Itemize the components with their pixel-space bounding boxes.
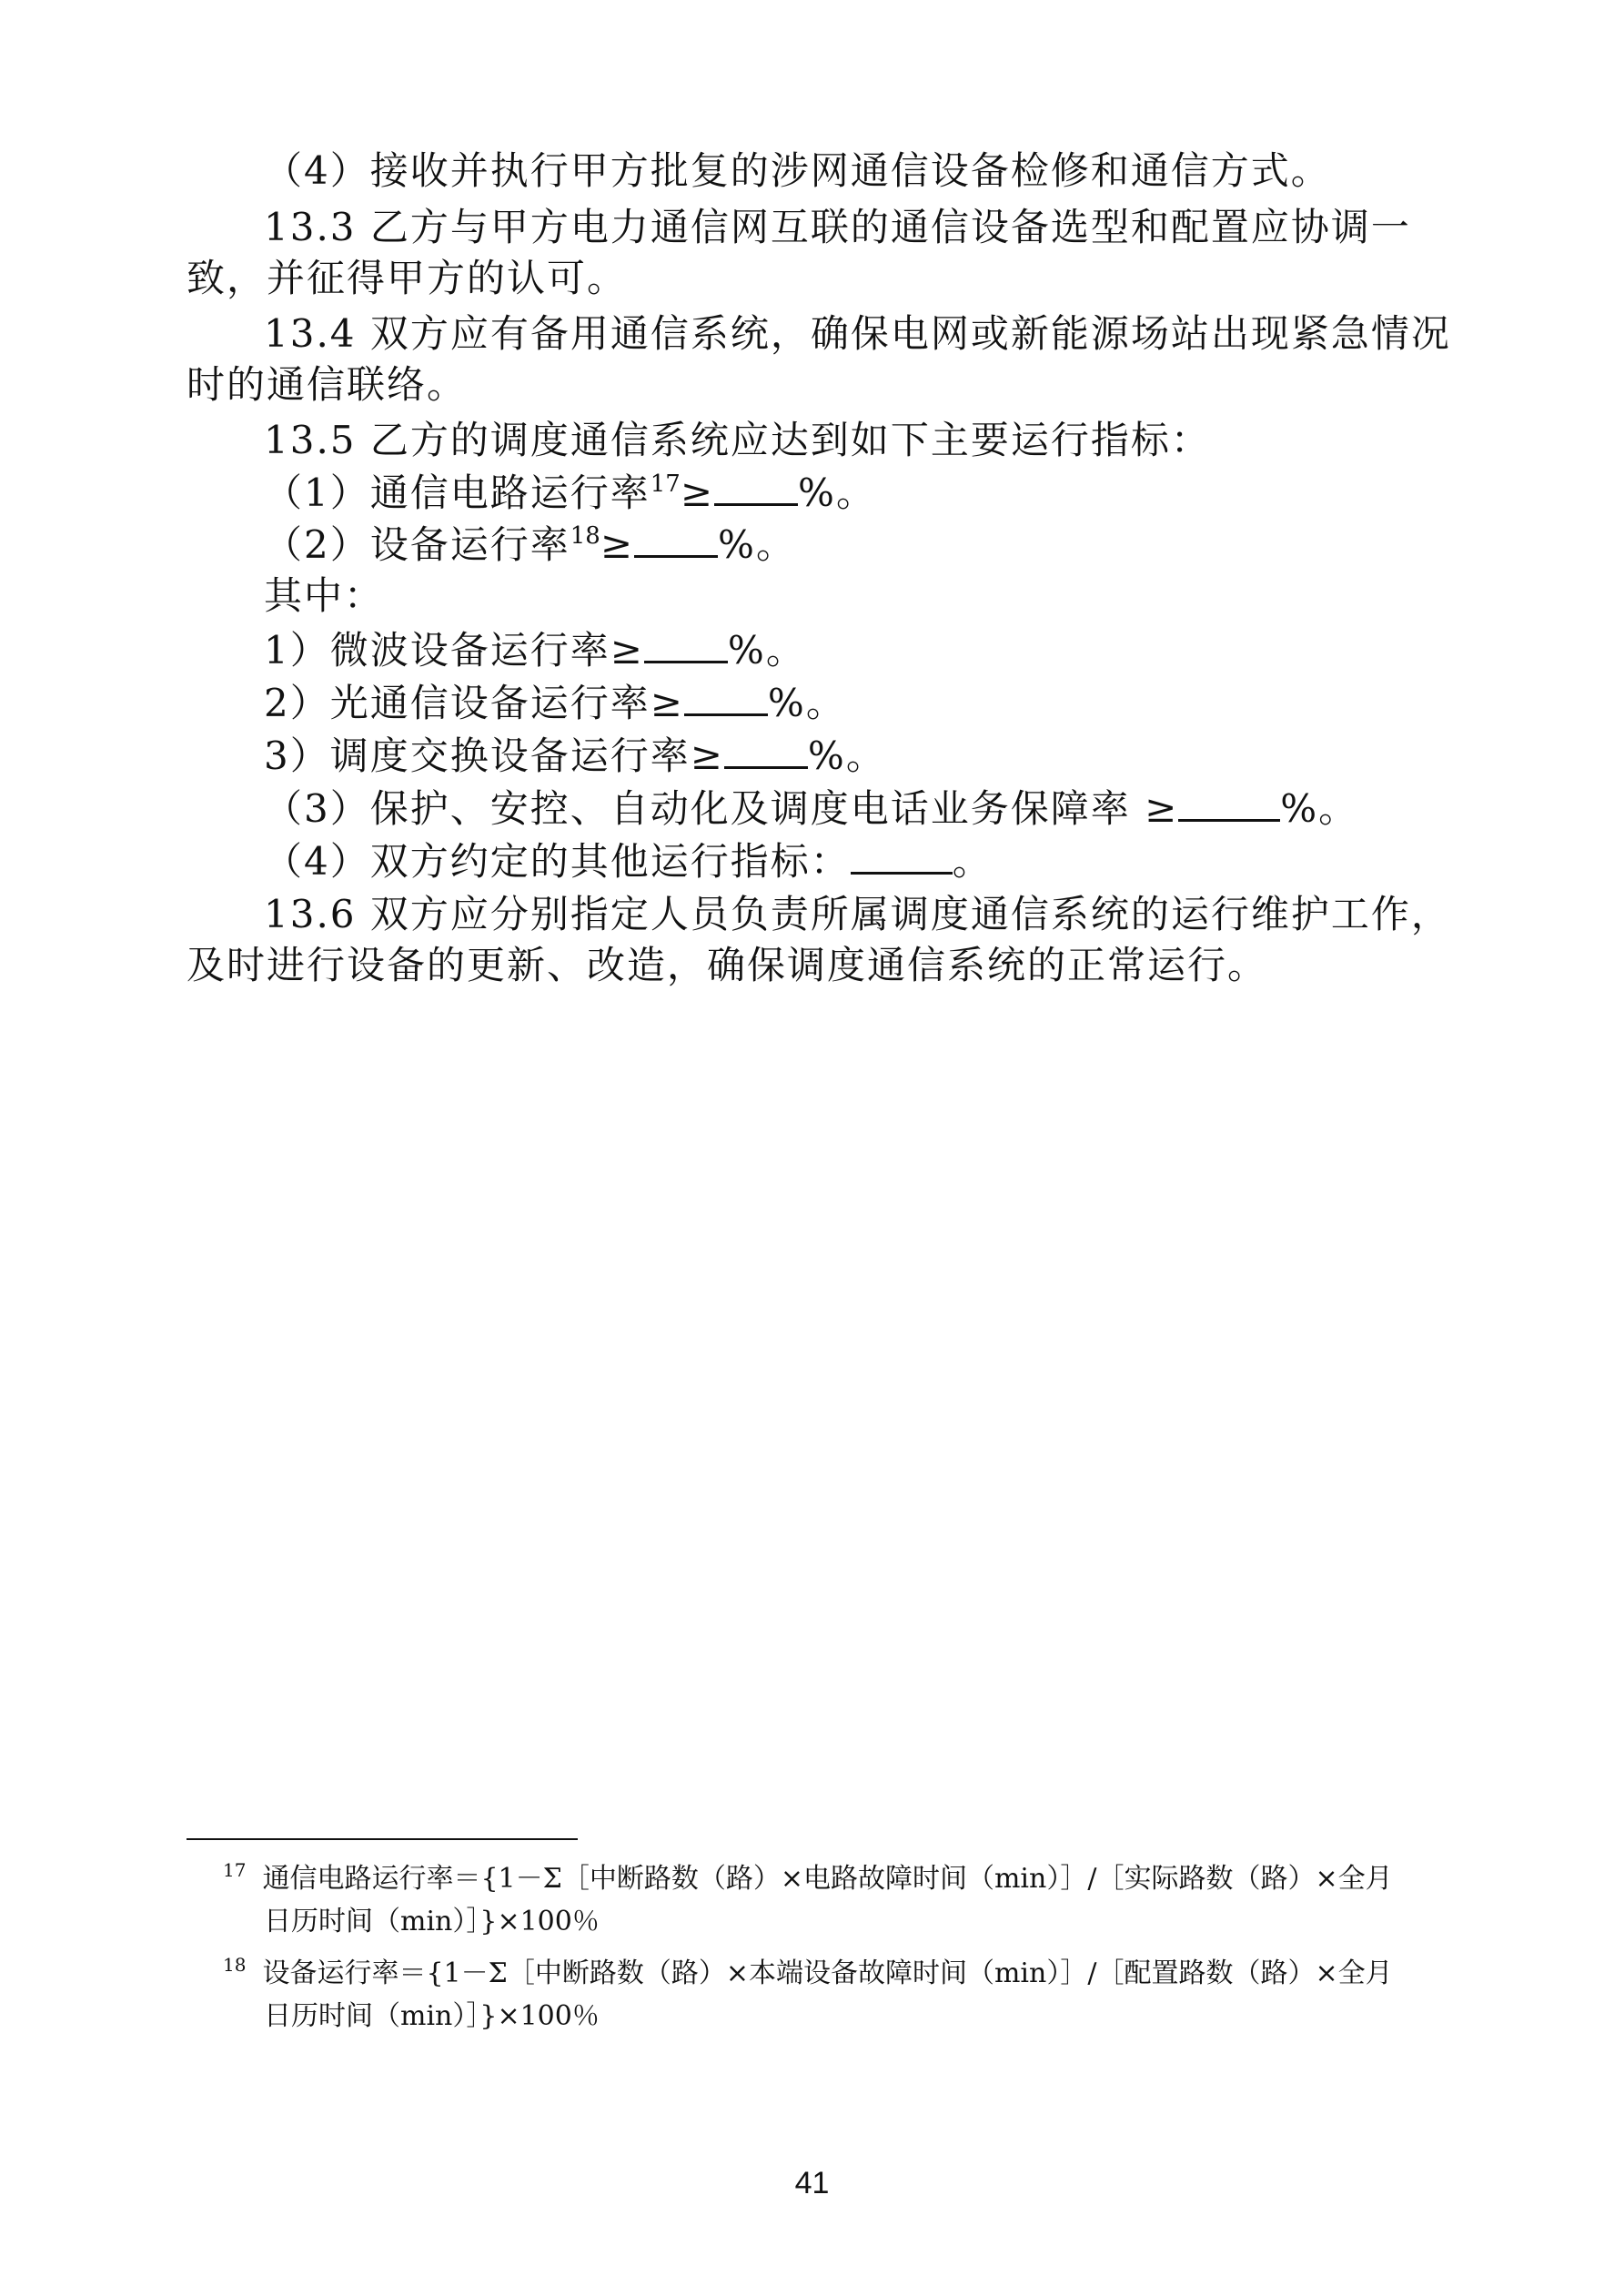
geq-sign: ≥ bbox=[680, 470, 715, 515]
among-which-label: 其中： bbox=[264, 573, 385, 618]
clause-13-3-line-2: 致，并征得甲方的认可。 bbox=[187, 256, 628, 300]
sub-indicator-switching-label: 3）调度交换设备运行率≥ bbox=[264, 733, 724, 778]
percent-suffix: %。 bbox=[798, 470, 876, 515]
geq-sign: ≥ bbox=[600, 522, 635, 567]
sub-indicator-microwave bbox=[264, 624, 1538, 676]
sub-indicator-microwave-label: 1）微波设备运行率≥ bbox=[264, 628, 644, 673]
fill-in-blank bbox=[714, 467, 798, 506]
period-suffix: 。 bbox=[952, 839, 993, 884]
footnote-17-mark: 17 bbox=[223, 1859, 247, 1881]
fill-in-blank bbox=[724, 730, 808, 769]
footnote-18-mark: 18 bbox=[223, 1954, 247, 1976]
page-number: 41 bbox=[794, 2166, 830, 2200]
indicator-circuit-rate bbox=[264, 467, 1538, 524]
fill-in-blank bbox=[644, 624, 728, 663]
percent-suffix: %。 bbox=[718, 522, 796, 567]
footnote-18-text: 设备运行率＝{1－Σ［中断路数（路）×本端设备故障时间（min）］/［配置路数（路）×全月 bbox=[262, 1957, 1393, 1989]
footnote-17-line-2: 日历时间（min）］}×100％ bbox=[264, 1906, 600, 1937]
fill-in-blank bbox=[851, 835, 953, 875]
fill-in-blank bbox=[684, 677, 768, 716]
indicator-service-guarantee bbox=[264, 783, 1538, 834]
clause-13-4-line-2: 时的通信联络。 bbox=[187, 362, 468, 407]
footnote-17-line-1 bbox=[187, 1861, 1460, 1899]
item-4-text: （4）接收并执行甲方批复的涉网通信设备检修和通信方式。 bbox=[264, 148, 1331, 193]
footnote-separator bbox=[187, 1838, 578, 1840]
sub-indicator-optical-label: 2）光通信设备运行率≥ bbox=[264, 681, 684, 725]
sub-indicator-optical bbox=[264, 677, 1538, 729]
indicator-service-guarantee-label: （3）保护、安控、自动化及调度电话业务保障率 ≥ bbox=[264, 786, 1179, 831]
fill-in-blank bbox=[1178, 783, 1280, 822]
fill-in-blank bbox=[634, 519, 718, 558]
clause-13-5-heading: 13.5 乙方的调度通信系统应达到如下主要运行指标： bbox=[264, 418, 1211, 462]
indicator-other bbox=[264, 835, 1538, 887]
clause-13-6-line-2: 及时进行设备的更新、改造，确保调度通信系统的正常运行。 bbox=[187, 943, 1268, 987]
footnote-18-line-1 bbox=[187, 1956, 1460, 1994]
footnote-17-text: 通信电路运行率＝{1－Σ［中断路数（路）×电路故障时间（min）］/［实际路数（路）×全月 bbox=[262, 1863, 1393, 1895]
footnote-18-line-2: 日历时间（min）］}×100％ bbox=[264, 2000, 600, 2032]
clause-13-4-line-1: 13.4 双方应有备用通信系统，确保电网或新能源场站出现紧急情况 bbox=[264, 311, 1451, 356]
percent-suffix: %。 bbox=[807, 733, 886, 778]
indicator-circuit-rate-label: （1）通信电路运行率 bbox=[264, 470, 651, 515]
clause-13-6-line-1: 13.6 双方应分别指定人员负责所属调度通信系统的运行维护工作， bbox=[264, 892, 1451, 936]
indicator-other-label: （4）双方约定的其他运行指标： bbox=[264, 839, 851, 884]
percent-suffix: %。 bbox=[727, 628, 806, 673]
footnote-ref-18: 18 bbox=[570, 522, 600, 550]
percent-suffix: %。 bbox=[767, 681, 846, 725]
percent-suffix: %。 bbox=[1280, 786, 1359, 831]
indicator-equipment-rate bbox=[264, 519, 1538, 576]
footnote-ref-17: 17 bbox=[650, 470, 681, 498]
clause-13-3-line-1: 13.3 乙方与甲方电力通信网互联的通信设备选型和配置应协调一 bbox=[264, 205, 1411, 249]
sub-indicator-switching bbox=[264, 730, 1538, 782]
indicator-equipment-rate-label: （2）设备运行率 bbox=[264, 522, 570, 567]
